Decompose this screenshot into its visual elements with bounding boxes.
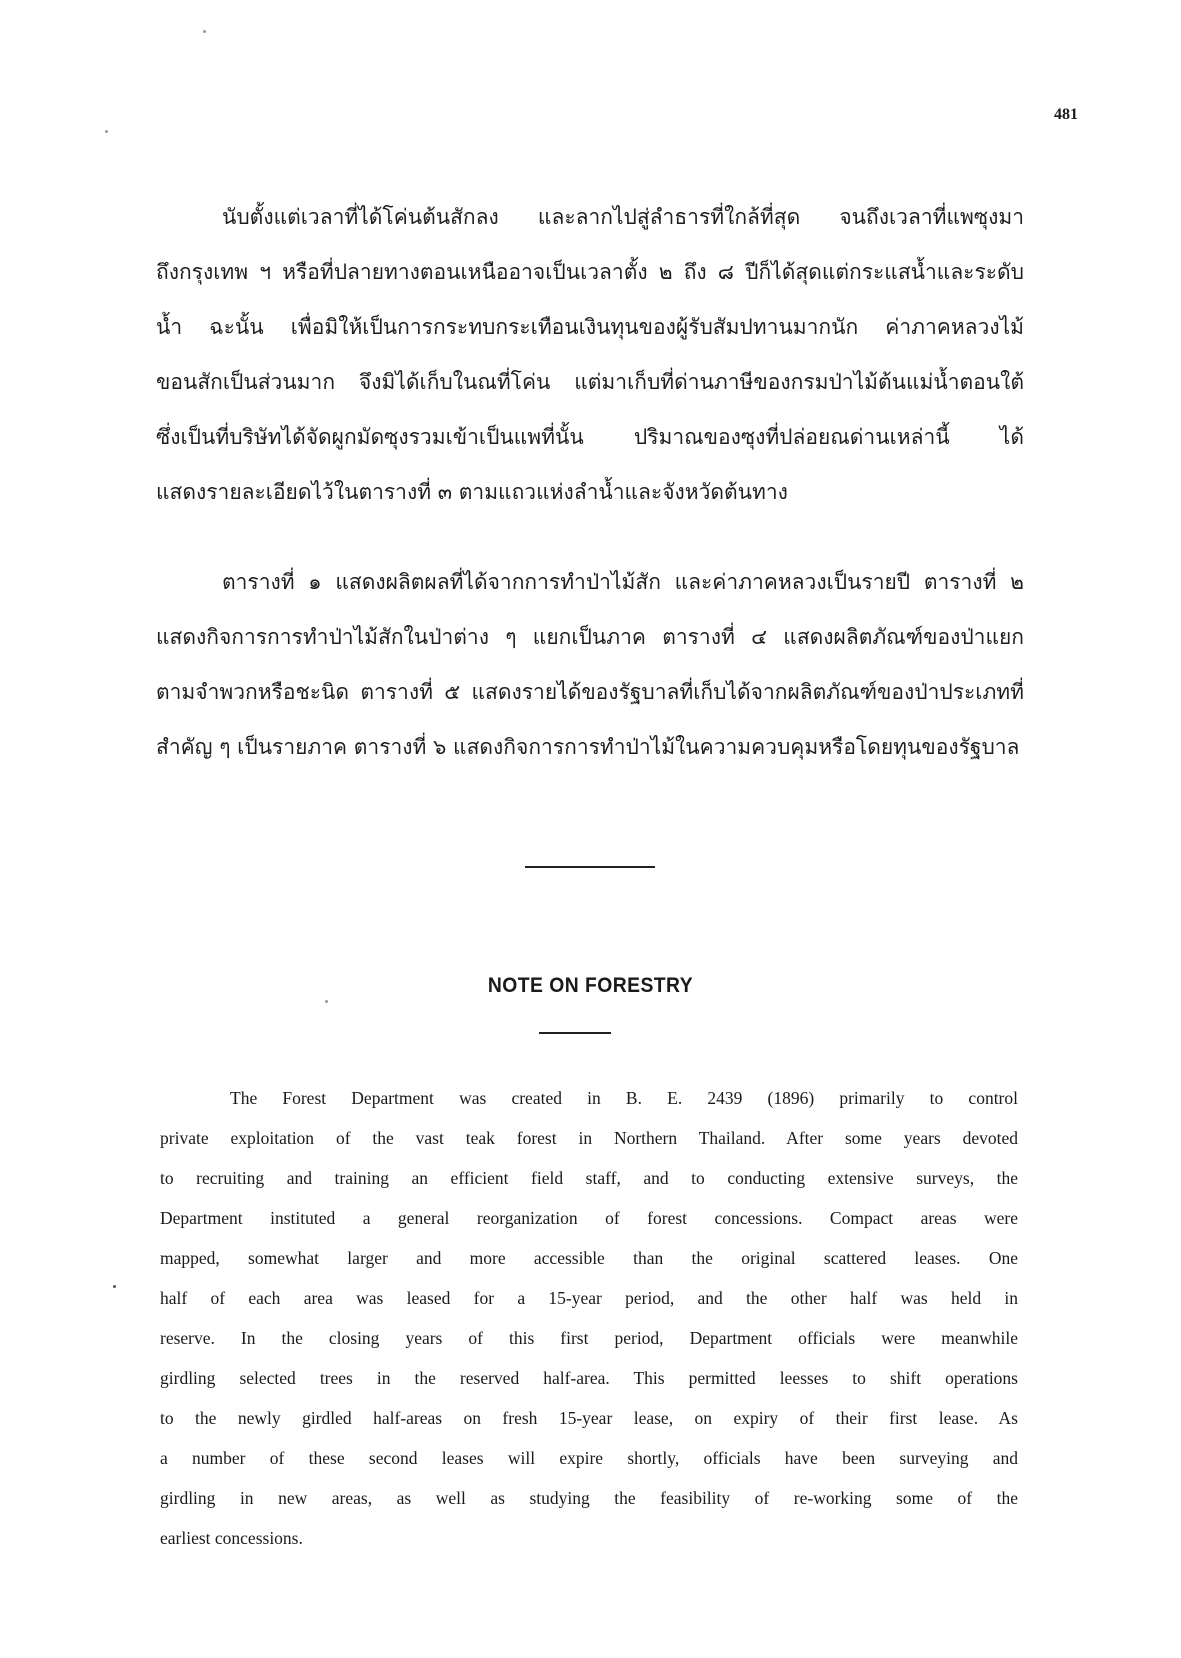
scan-speck (325, 1000, 328, 1003)
scan-speck (105, 130, 108, 133)
scan-speck (113, 1285, 116, 1288)
thai-line: น้ำ ฉะนั้น เพื่อมิให้เป็นการกระทบกระเทือนเงินทุนของผู้รับสัมปทานมากนัก ค่าภาคหลวงไม้ (156, 315, 1024, 339)
english-line: to the newly girdled half-areas on fresh 15-year lease, on expiry of their first lease. As (160, 1408, 1018, 1428)
thai-line: แสดงกิจการการทำป่าไม้สักในป่าต่าง ๆ แยกเป็นภาค ตารางที่ ๔ แสดงผลิตภัณฑ์ของป่าแยก (156, 625, 1024, 649)
page-number: 481 (1054, 106, 1078, 123)
thai-line: ตารางที่ ๑ แสดงผลิตผลที่ได้จากการทำป่าไม้สัก และค่าภาคหลวงเป็นรายปี ตารางที่ ๒ (222, 570, 1024, 594)
english-line: girdling selected trees in the reserved half-area. This permitted leesses to shift operations (160, 1368, 1018, 1388)
thai-line: ซึ่งเป็นที่บริษัทได้จัดผูกมัดซุงรวมเข้าเป็นแพที่นั้น ปริมาณของซุงที่ปล่อยณด่านเหล่านี้ ได้ (156, 425, 1024, 449)
english-line: earliest concessions. (160, 1528, 303, 1548)
english-paragraph (160, 1078, 1018, 1558)
thai-line: ขอนสักเป็นส่วนมาก จึงมิได้เก็บในณที่โค่น แต่มาเก็บที่ด่านภาษีของกรมป่าไม้ต้นแม่น้ำตอนใต้ (156, 370, 1024, 394)
english-line: girdling in new areas, as well as studying the feasibility of re-working some of the (160, 1488, 1018, 1508)
english-line: The Forest Department was created in B. E. 2439 (1896) primarily to control (230, 1088, 1018, 1108)
section-divider-rule (525, 866, 655, 868)
thai-line: แสดงรายละเอียดไว้ในตารางที่ ๓ ตามแถวแห่งลำน้ำและจังหวัดต้นทาง (156, 480, 788, 504)
english-line: a number of these second leases will expire shortly, officials have been surveying and (160, 1448, 1018, 1468)
title-underline-rule (539, 1032, 611, 1034)
thai-line: สำคัญ ๆ เป็นรายภาค ตารางที่ ๖ แสดงกิจการการทำป่าไม้ในความควบคุมหรือโดยทุนของรัฐบาล (156, 735, 1020, 759)
english-line: half of each area was leased for a 15-year period, and the other half was held in (160, 1288, 1018, 1308)
english-line: private exploitation of the vast teak forest in Northern Thailand. After some years devoted (160, 1128, 1018, 1148)
thai-line: ถึงกรุงเทพ ฯ หรือที่ปลายทางตอนเหนืออาจเป็นเวลาตั้ง ๒ ถึง ๘ ปีก็ได้สุดแต่กระแสน้ำและระดับ (156, 260, 1024, 284)
thai-paragraph-1 (156, 190, 1024, 520)
english-line: Department instituted a general reorganization of forest concessions. Compact areas were (160, 1208, 1018, 1228)
thai-paragraph-2 (156, 555, 1024, 775)
english-line: reserve. In the closing years of this first period, Department officials were meanwhile (160, 1328, 1018, 1348)
thai-line: ตามจำพวกหรือชะนิด ตารางที่ ๕ แสดงรายได้ของรัฐบาลที่เก็บได้จากผลิตภัณฑ์ของป่าประเภทที่ (156, 680, 1024, 704)
scan-speck (203, 30, 206, 33)
english-line: mapped, somewhat larger and more accessible than the original scattered leases. One (160, 1248, 1018, 1268)
section-title: NOTE ON FORESTRY (487, 974, 694, 997)
thai-line: นับตั้งแต่เวลาที่ได้โค่นต้นสักลง และลากไปสู่ลำธารที่ใกล้ที่สุด จนถึงเวลาที่แพซุงมา (222, 205, 1024, 229)
english-line: to recruiting and training an efficient field staff, and to conducting extensive surveys, the (160, 1168, 1018, 1188)
